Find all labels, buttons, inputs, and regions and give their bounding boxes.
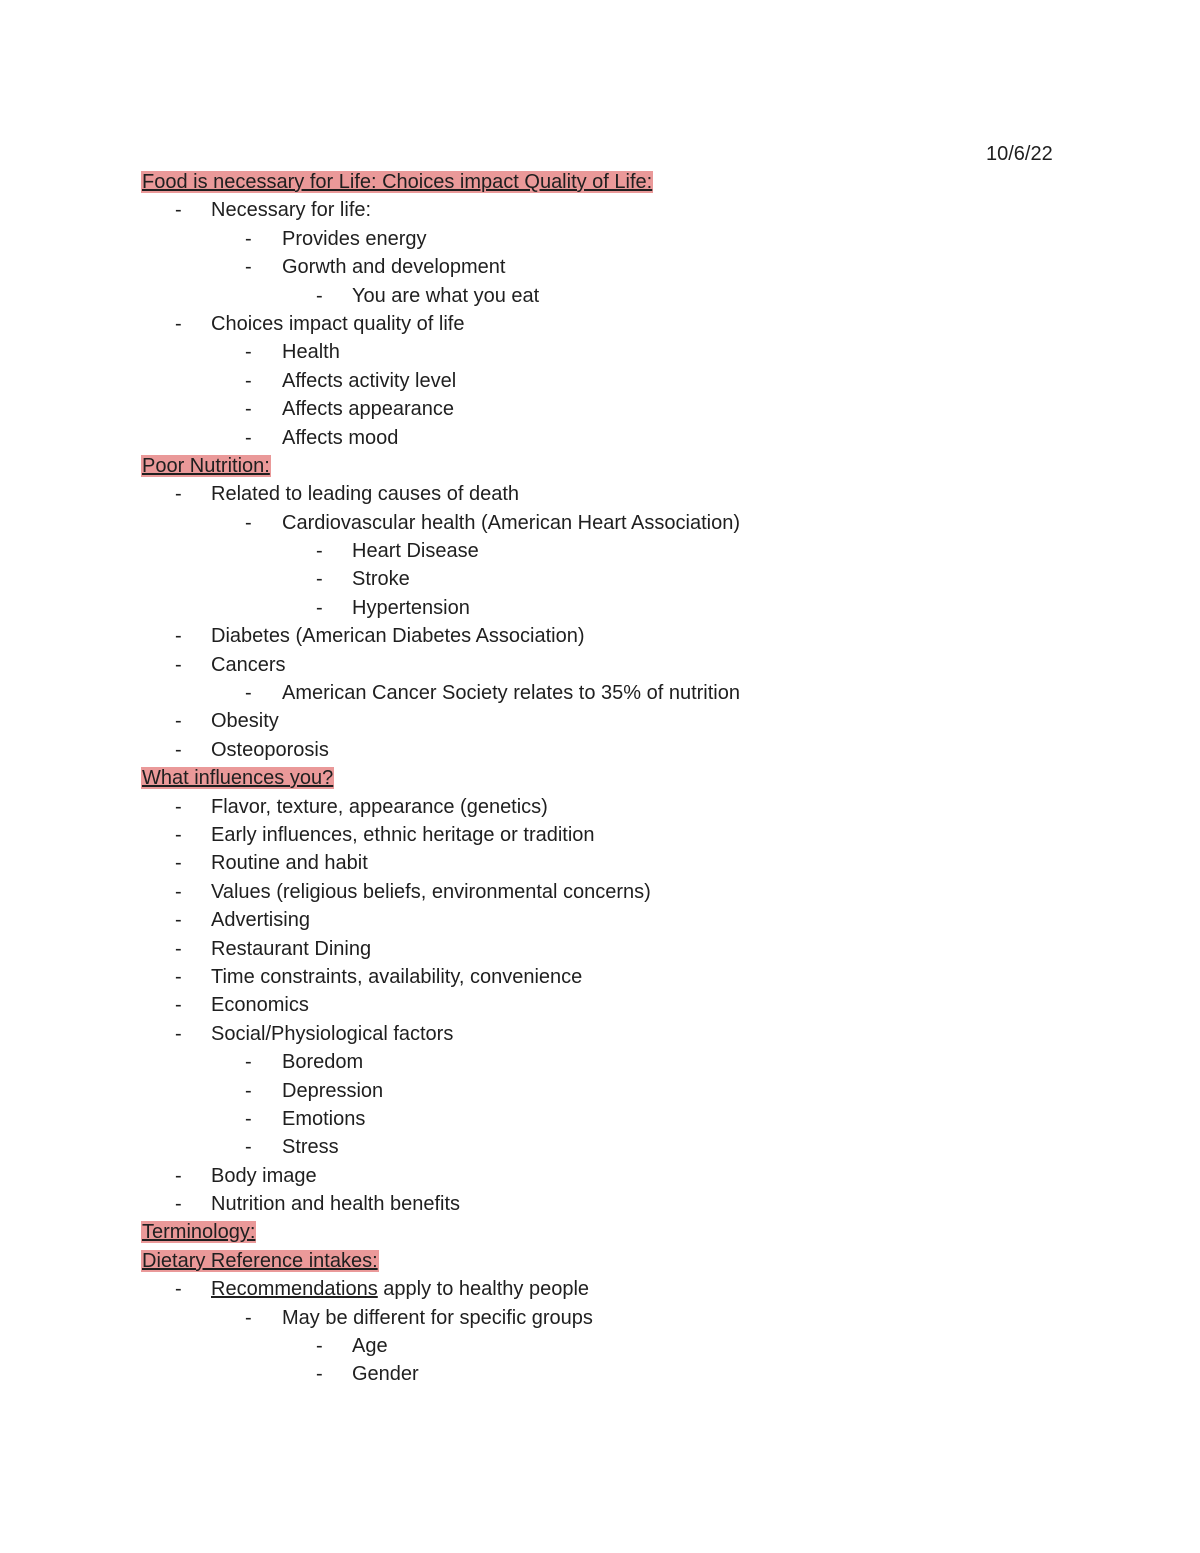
list-item-level-2 [141,1304,1101,1332]
section-heading [141,168,1101,196]
list-item-level-1 [141,1275,1101,1303]
list-item-text: Affects activity level [282,369,457,392]
notes-outline [141,168,1101,1389]
dash-bullet: - [245,1136,252,1159]
list-item-level-1 [141,480,1101,508]
list-item-text: Health [282,341,340,364]
list-item-level-1 [141,793,1101,821]
list-item-level-3 [141,1360,1101,1388]
list-item-level-1 [141,310,1101,338]
document-date: 10/6/22 [986,143,1053,165]
list-item-level-3 [141,594,1101,622]
section-heading [141,452,1101,480]
dash-bullet: - [175,483,182,506]
dash-bullet: - [175,795,182,818]
dash-bullet: - [175,199,182,222]
list-item-level-3 [141,565,1101,593]
section-heading [141,764,1101,792]
list-item-text: Diabetes (American Diabetes Association) [211,625,585,648]
dash-bullet: - [316,568,323,591]
list-item-level-1 [141,821,1101,849]
list-item-level-2 [141,1105,1101,1133]
list-item-text: Social/Physiological factors [211,1022,454,1045]
dash-bullet: - [245,227,252,250]
dash-bullet: - [175,965,182,988]
list-item-level-1 [141,1162,1101,1190]
list-item-text: Hypertension [352,596,470,619]
list-item-text: Obesity [211,710,279,733]
list-item-level-2 [141,1133,1101,1161]
list-item-level-2 [141,395,1101,423]
list-item-level-1 [141,736,1101,764]
dash-bullet: - [245,256,252,279]
dash-bullet: - [245,511,252,534]
list-item-text: Early influences, ethnic heritage or tradition [211,823,595,846]
list-item-level-3 [141,1332,1101,1360]
list-item-text: Nutrition and health benefits [211,1193,461,1216]
list-item-text: Cancers [211,653,286,676]
dash-bullet: - [175,994,182,1017]
dash-bullet: - [175,852,182,875]
dash-bullet: - [316,1335,323,1358]
list-item-level-2 [141,338,1101,366]
dash-bullet: - [316,284,323,307]
list-item-text: Values (religious beliefs, environmental concerns) [211,880,651,903]
dash-bullet: - [175,710,182,733]
dash-bullet: - [175,1022,182,1045]
list-item-text: Time constraints, availability, convenience [211,965,583,988]
dash-bullet: - [175,1164,182,1187]
list-item-text: Restaurant Dining [211,937,372,960]
dash-bullet: - [316,540,323,563]
dash-bullet: - [175,937,182,960]
section-heading-text: Food is necessary for Life: Choices impact Quality of Life: [142,171,653,193]
list-item-level-2 [141,679,1101,707]
list-item-level-1 [141,991,1101,1019]
list-item-text: Body image [211,1164,317,1187]
list-item-text [211,1275,589,1303]
dash-bullet: - [175,909,182,932]
dash-bullet: - [175,625,182,648]
dash-bullet: - [245,1306,252,1329]
list-item-level-1 [141,651,1101,679]
list-item-text: Osteoporosis [211,738,329,761]
list-item-text: Routine and habit [211,852,368,875]
list-item-text-rest: apply to healthy people [377,1278,590,1301]
dash-bullet: - [245,398,252,421]
list-item-text: Affects appearance [282,398,454,421]
list-item-level-2 [141,225,1101,253]
list-item-text: Stroke [352,568,410,591]
list-item-level-1 [141,1190,1101,1218]
list-item-level-2 [141,1077,1101,1105]
list-item-text: You are what you eat [352,284,540,307]
list-item-level-1 [141,906,1101,934]
underlined-term: Recommendations [211,1278,378,1301]
dash-bullet: - [175,1278,182,1301]
list-item-level-2 [141,367,1101,395]
list-item-text: Boredom [282,1051,364,1074]
list-item-text: Provides energy [282,227,427,250]
list-item-text: Gender [352,1363,419,1386]
list-item-text: Emotions [282,1107,366,1130]
list-item-level-1 [141,196,1101,224]
dash-bullet: - [245,682,252,705]
list-item-text: Necessary for life: [211,199,372,222]
dash-bullet: - [175,823,182,846]
list-item-level-1 [141,963,1101,991]
list-item-text: Affects mood [282,426,399,449]
list-item-text: Advertising [211,909,310,932]
list-item-level-1 [141,849,1101,877]
list-item-level-3 [141,537,1101,565]
list-item-level-1 [141,935,1101,963]
section-heading [141,1218,1101,1246]
list-item-text: Cardiovascular health (American Heart Association) [282,511,740,534]
list-item-level-3 [141,282,1101,310]
list-item-level-2 [141,509,1101,537]
dash-bullet: - [316,596,323,619]
list-item-level-1 [141,1020,1101,1048]
list-item-text: Flavor, texture, appearance (genetics) [211,795,548,818]
list-item-text: Economics [211,994,309,1017]
dash-bullet: - [245,341,252,364]
dash-bullet: - [245,1079,252,1102]
dash-bullet: - [175,880,182,903]
list-item-text: American Cancer Society relates to 35% of nutrition [282,682,740,705]
dash-bullet: - [175,653,182,676]
dash-bullet: - [175,312,182,335]
dash-bullet: - [245,1051,252,1074]
list-item-text: Choices impact quality of life [211,312,465,335]
list-item-level-1 [141,622,1101,650]
list-item-level-1 [141,878,1101,906]
list-item-text: Depression [282,1079,384,1102]
section-heading-text: Dietary Reference intakes: [142,1249,378,1272]
dash-bullet: - [245,1107,252,1130]
list-item-level-2 [141,253,1101,281]
section-heading-text: Poor Nutrition: [142,454,270,477]
dash-bullet: - [175,738,182,761]
list-item-level-2 [141,1048,1101,1076]
list-item-text: Related to leading causes of death [211,483,519,506]
dash-bullet: - [175,1193,182,1216]
dash-bullet: - [245,426,252,449]
list-item-level-1 [141,707,1101,735]
section-heading-text: What influences you? [142,767,334,790]
list-item-text: Stress [282,1136,339,1159]
dash-bullet: - [316,1363,323,1386]
list-item-level-2 [141,424,1101,452]
list-item-text: Age [352,1335,388,1358]
list-item-text: Heart Disease [352,540,479,563]
dash-bullet: - [245,369,252,392]
section-heading [141,1247,1101,1275]
list-item-text: May be different for specific groups [282,1306,593,1329]
list-item-text: Gorwth and development [282,256,506,279]
section-heading-text: Terminology: [142,1221,256,1244]
